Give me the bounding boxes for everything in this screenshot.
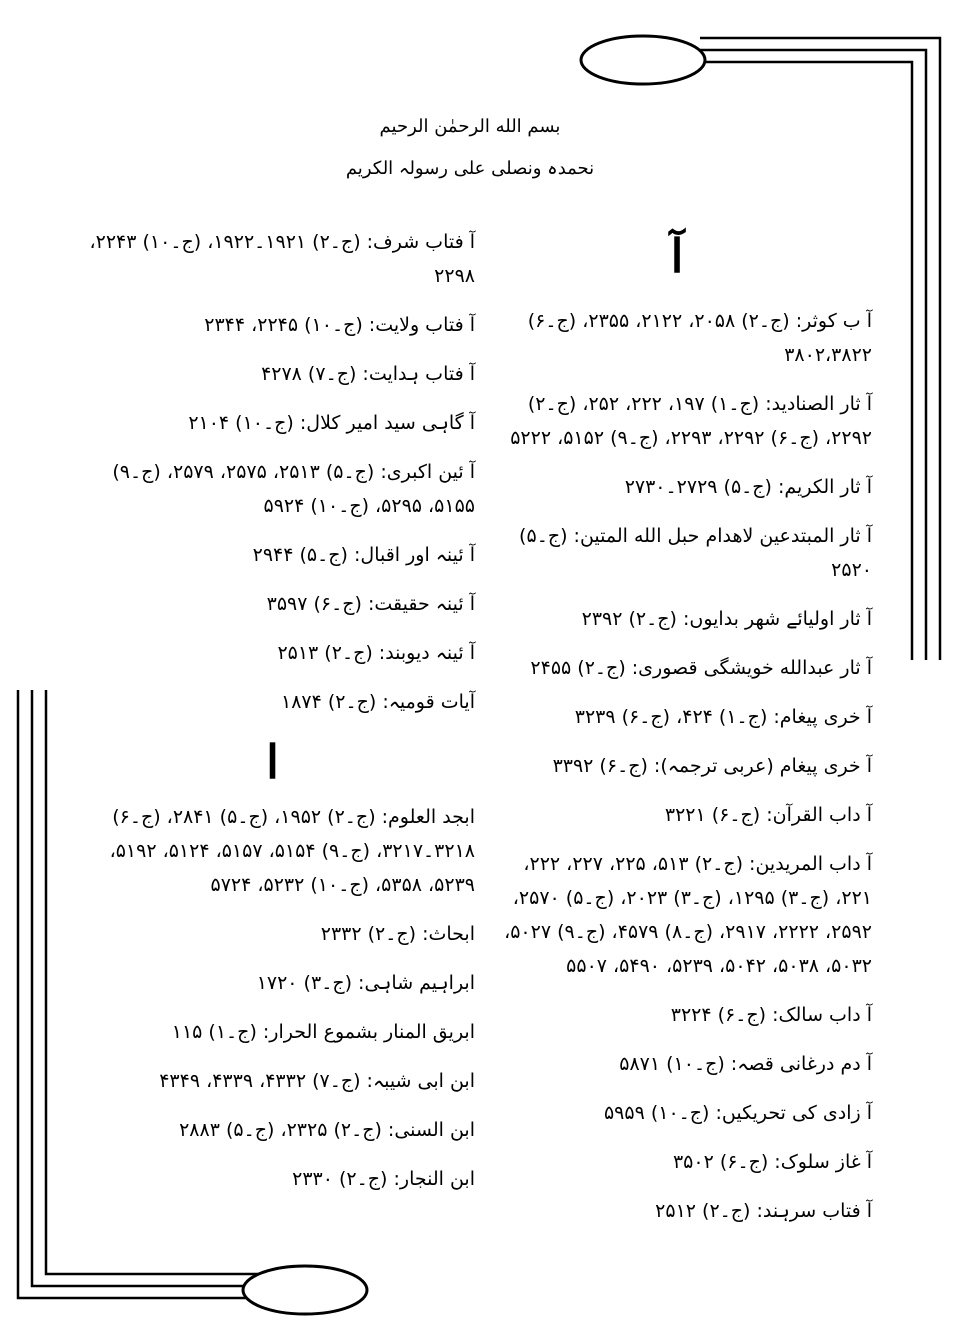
bottom-oval-ornament: [243, 1266, 367, 1314]
index-entry: ابن السنی: (ج۔۲) ۲۳۲۵، (ج۔۵) ۲۸۸۳: [179, 1119, 475, 1141]
page-body: [70, 110, 870, 1220]
index-entry: آ فتاب سرہند: (ج۔۲) ۲۵۱۲: [655, 1200, 872, 1222]
index-entry: آ ئینہ اور اقبال: (ج۔۵) ۲۹۴۴: [252, 544, 475, 566]
index-entry: آ ب کوثر: (ج۔۲) ۲۰۵۸، ۲۱۲۲، ۲۳۵۵، (ج۔۶) ۳۸۰۲،۳۸۲۲: [527, 310, 872, 366]
index-entry: آ فتاب شرف: (ج۔۲) ۱۹۲۱۔۱۹۲۲، (ج۔۱۰) ۲۲۴۳، ۲۲۹۸: [89, 231, 475, 287]
index-entry: آ ثار المبتدعين لاهدام حبل الله المتين: (ج۔۵) ۲۵۲۰: [519, 525, 872, 581]
index-entry: آ ئینہ حقیقت: (ج۔۶) ۳۵۹۷: [266, 593, 475, 615]
index-column-left: [70, 225, 475, 1211]
index-entry: آ ثار الکریم: (ج۔۵) ۲۷۲۹۔۲۷۳۰: [624, 476, 872, 498]
index-entry: آ ثار الصناديد: (ج۔۱) ۱۹۷، ۲۲۲، ۲۵۲، (ج۔۲) ۲۲۹۲، (ج۔۶) ۲۲۹۲، ۲۲۹۳، (ج۔۹) ۵۱۵۲، ۵۲۲۲: [510, 393, 872, 449]
section-letter-alif: ا: [266, 735, 279, 789]
index-entry: آ داب سالک: (ج۔۶) ۳۲۲۴: [670, 1004, 872, 1026]
index-entry: آ غاز سلوک: (ج۔۶) ۳۵۰۲: [672, 1151, 872, 1173]
index-entry: آ فتاب ولایت: (ج۔۱۰) ۲۲۴۵، ۲۳۴۴: [204, 314, 475, 336]
index-entry: آ ثار عبدالله خویشگی قصوری: (ج۔۲) ۲۴۵۵: [530, 657, 872, 679]
index-entry: ابحاث: (ج۔۲) ۲۳۳۲: [320, 923, 475, 945]
index-entry: ابریق المنار بشموع الحرار: (ج۔۱) ۱۱۵: [171, 1021, 475, 1043]
index-entry: آ خری پیغام (عربی ترجمہ): (ج۔۶) ۳۳۹۲: [552, 755, 872, 777]
bismillah-heading: بسم الله الرحمٰن الرحيم: [379, 116, 561, 137]
index-entry: ابجد العلوم: (ج۔۲) ۱۹۵۲، (ج۔۵) ۲۸۴۱، (ج۔۶) ۳۲۱۸۔۳۲۱۷، (ج۔۹) ۵۱۵۴، ۵۱۵۷، ۵۱۲۴، ۵۱۹۲، ۵۲۳۹، ۵۳۵۸، (ج۔۱۰) ۵۲۳۲، ۵۷۲۴: [109, 806, 475, 896]
index-entry: ابراہیم شاہی: (ج۔۳) ۱۷۲۰: [256, 972, 475, 994]
index-entry: آیات قومیہ: (ج۔۲) ۱۸۷۴: [281, 691, 475, 713]
top-oval-ornament: [581, 36, 705, 84]
index-entry: آ خری پیغام: (ج۔۱) ۴۲۴، (ج۔۶) ۳۲۳۹: [574, 706, 872, 728]
index-entry: ابن ابی شیبہ: (ج۔۷) ۴۳۳۲، ۴۳۳۹، ۴۳۴۹: [159, 1070, 475, 1092]
index-entry: آ زادی کی تحریکیں: (ج۔۱۰) ۵۹۵۹: [603, 1102, 872, 1124]
index-entry: آ فتاب ہدایت: (ج۔۷) ۴۲۷۸: [261, 363, 475, 385]
index-column-right: [482, 228, 872, 1243]
index-entry: آ ئین اکبری: (ج۔۵) ۲۵۱۳، ۲۵۷۵، ۲۵۷۹، (ج۔۹) ۵۱۵۵، ۵۲۹۵، (ج۔۱۰) ۵۹۲۴: [112, 461, 475, 517]
salutation-heading: نحمدہ ونصلی علی رسولہ الکریم: [345, 158, 595, 179]
index-entry: آ گاہی سید امیر کلال: (ج۔۱۰) ۲۱۰۴: [188, 412, 475, 434]
section-letter-alif-madd: آ: [670, 229, 684, 283]
index-entry: آ ئینہ دیوبند: (ج۔۲) ۲۵۱۳: [277, 642, 475, 664]
index-entry: آ داب المریدین: (ج۔۲) ۵۱۳، ۲۲۵، ۲۲۷، ۲۲۲، ۲۲۱، (ج۔۳) ۱۲۹۵، (ج۔۳) ۲۰۲۳، (ج۔۵) ۲۵۷۰، ۲۵۹۲، ۲۲۲۲، ۲۹۱۷، (ج۔۸) ۴۵۷۹، (ج۔۹) ۵۰۲۷، ۵۰۳۲، ۵۰۳۸، ۵۰۴۲، ۵۲۳۹، ۵۴۹۰، ۵۵۰۷: [504, 853, 872, 977]
index-entry: آ داب القرآن: (ج۔۶) ۳۲۲۱: [664, 804, 872, 826]
index-entry: ابن النجار: (ج۔۲) ۲۳۳۰: [292, 1168, 475, 1190]
index-entry: آ دم درغانی قصہ: (ج۔۱۰) ۵۸۷۱: [619, 1053, 872, 1075]
index-entry: آ ثار اولیائے شهر بدایوں: (ج۔۲) ۲۳۹۲: [581, 608, 872, 630]
